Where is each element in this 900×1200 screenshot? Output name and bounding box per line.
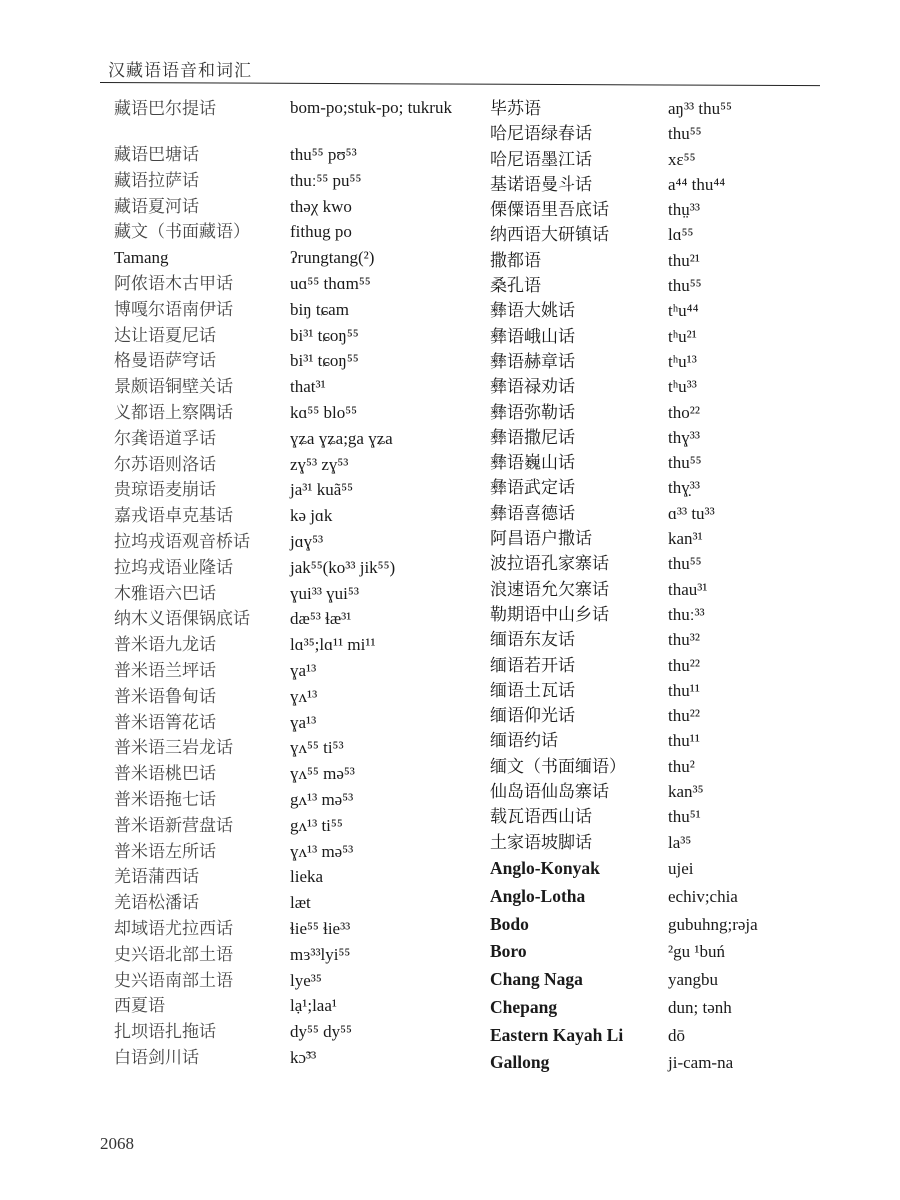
- list-item: [114, 96, 484, 142]
- list-item: [490, 551, 830, 576]
- language-name: 却域语尤拉西话: [114, 918, 233, 938]
- list-item: [114, 426, 484, 452]
- word-form: dō: [668, 1025, 685, 1045]
- word-form: thu³²: [668, 630, 700, 650]
- list-item: [114, 219, 484, 245]
- list-item: [114, 684, 484, 710]
- list-item: [490, 172, 830, 197]
- list-item: [114, 632, 484, 658]
- language-name: 阿昌语户撒话: [490, 529, 592, 549]
- language-name: 博嘎尔语南伊话: [114, 299, 233, 319]
- list-item: [114, 968, 484, 994]
- list-item: [114, 942, 484, 968]
- list-item: [114, 529, 484, 555]
- word-form: a⁴⁴ thu⁴⁴: [668, 174, 726, 194]
- word-form: uɑ⁵⁵ thɑm⁵⁵: [290, 273, 371, 293]
- language-name: 彝语巍山话: [490, 453, 575, 473]
- word-form: kɔ̃³³: [290, 1047, 317, 1067]
- word-form: dun; tənh: [668, 997, 732, 1017]
- list-item: [490, 197, 830, 222]
- word-form: aŋ³³ thu⁵⁵: [668, 99, 732, 118]
- language-name: 藏语拉萨话: [114, 170, 199, 190]
- list-item: [490, 627, 830, 652]
- word-form: ɣui³³ ɣui⁵³: [290, 583, 359, 603]
- language-name: 彝语大姚话: [490, 301, 575, 321]
- language-name: 彝语撒尼话: [490, 427, 575, 447]
- language-name: 拉坞戎语观音桥话: [114, 531, 250, 551]
- word-form: la³⁵: [668, 832, 692, 852]
- language-name: Boro: [490, 941, 527, 962]
- list-item: [490, 938, 830, 966]
- list-item: [114, 864, 484, 890]
- word-form: thɣ̣³³: [668, 478, 700, 498]
- word-form: thu⁵⁵: [668, 554, 702, 574]
- list-item: [490, 830, 830, 855]
- language-name: 景颇语铜壁关话: [114, 377, 233, 397]
- language-name: 藏语巴尔提话: [114, 99, 216, 118]
- word-form: yangbu: [668, 970, 719, 990]
- language-name: 羌语松潘话: [114, 893, 199, 913]
- language-name: 普米语三岩龙话: [114, 738, 233, 758]
- list-item: [114, 194, 484, 220]
- list-item: [114, 374, 484, 400]
- list-item: [114, 477, 484, 503]
- word-form: mɜ³³lyi⁵⁵: [290, 944, 351, 964]
- language-name: 普米语桃巴话: [114, 764, 216, 784]
- word-form: tho²²: [668, 402, 700, 422]
- language-name: Tamang: [114, 248, 169, 268]
- word-form: gʌ¹³ mə⁵³: [290, 789, 354, 809]
- word-form: ɣa¹³: [290, 660, 317, 680]
- language-name: 毕苏语: [490, 99, 541, 118]
- word-form: ɑ³³ tu³³: [668, 503, 715, 523]
- running-header: 汉藏语语音和词汇: [108, 61, 252, 81]
- language-name: 桑孔语: [490, 276, 541, 296]
- word-form: ɬie⁵⁵ ɬie³³: [290, 918, 351, 938]
- language-name: 波拉语孔家寨话: [490, 554, 609, 574]
- language-name: 彝语禄劝话: [490, 377, 575, 397]
- list-item: [490, 911, 830, 939]
- word-form: thu¹¹: [668, 731, 700, 751]
- word-form: lieka: [290, 867, 324, 887]
- language-name: 普米语九龙话: [114, 635, 216, 655]
- word-form: thu²¹: [668, 250, 700, 270]
- language-name: 缅语仰光话: [490, 706, 575, 726]
- list-item: [490, 754, 830, 779]
- word-form: thəχ kwo: [290, 196, 352, 216]
- word-form: ujei: [668, 858, 694, 878]
- language-name: Chang Naga: [490, 969, 583, 990]
- list-item: [114, 710, 484, 736]
- language-name: 阿侬语木古甲话: [114, 273, 233, 293]
- list-item: [490, 804, 830, 829]
- language-name: 彝语武定话: [490, 478, 575, 498]
- language-name: 哈尼语墨江话: [490, 149, 592, 169]
- language-name: Chepang: [490, 996, 558, 1017]
- right-column: [490, 96, 830, 1077]
- language-name: Bodo: [490, 913, 529, 934]
- language-name: 普米语鲁甸话: [114, 686, 216, 706]
- language-name: 西夏语: [114, 996, 165, 1016]
- language-name: 藏语巴塘话: [114, 145, 199, 164]
- word-form: ɣʑa ɣʑa;ga ɣʑa: [290, 428, 393, 448]
- language-name: 纳西语大研镇话: [490, 225, 609, 245]
- word-form: biŋ tɕam: [290, 299, 349, 319]
- list-item: [114, 1019, 484, 1045]
- language-name: 扎坝语扎拖话: [114, 1022, 216, 1042]
- language-name: Anglo-Lotha: [490, 885, 586, 906]
- word-form: lɑ³⁵;lɑ¹¹ mi¹¹: [290, 635, 376, 655]
- language-name: 土家语坡脚话: [490, 832, 592, 852]
- language-name: 嘉戎语卓克基话: [114, 506, 233, 526]
- list-item: [490, 222, 830, 247]
- word-form: thau³¹: [668, 579, 708, 599]
- language-name: 彝语峨山话: [490, 326, 575, 346]
- word-form: ɣʌ⁵⁵ mə⁵³: [290, 764, 355, 784]
- list-item: [490, 298, 830, 323]
- word-form: thɣ³³: [668, 427, 700, 447]
- word-form: lye³⁵: [290, 970, 322, 990]
- list-item: [490, 425, 830, 450]
- word-form: kan³¹: [668, 529, 703, 549]
- language-name: 尔苏语则洛话: [114, 454, 216, 474]
- word-form: kan³⁵: [668, 782, 704, 802]
- list-item: [114, 271, 484, 297]
- language-name: 普米语新营盘话: [114, 815, 233, 835]
- word-form: ɣʌ⁵⁵ ti⁵³: [290, 738, 344, 758]
- list-item: [114, 245, 484, 271]
- language-name: 普米语箐花话: [114, 712, 216, 732]
- language-name: 白语剑川话: [114, 1047, 199, 1067]
- word-form: kɑ⁵⁵ blo⁵⁵: [290, 402, 358, 422]
- list-item: [114, 890, 484, 916]
- language-name: 基诺语曼斗话: [490, 174, 592, 194]
- list-item: [114, 658, 484, 684]
- language-name: 彝语弥勒话: [490, 402, 575, 422]
- language-name: 史兴语北部土语: [114, 944, 233, 964]
- language-name: 载瓦语西山话: [490, 807, 592, 827]
- list-item: [490, 577, 830, 602]
- list-item: [114, 452, 484, 478]
- list-item: [490, 475, 830, 500]
- word-form: thuː³³: [668, 604, 705, 624]
- word-form: fithug po: [290, 222, 352, 242]
- list-item: [490, 400, 830, 425]
- list-item: [490, 883, 830, 911]
- list-item: [490, 966, 830, 994]
- word-form: kə jɑk: [290, 506, 333, 526]
- list-item: [114, 813, 484, 839]
- language-name: 义都语上察隅话: [114, 402, 233, 422]
- language-name: 拉坞戎语业隆话: [114, 557, 233, 577]
- list-item: [490, 248, 830, 273]
- word-form: echiv;chia: [668, 886, 738, 906]
- list-item: [114, 993, 484, 1019]
- word-form: ja³¹ kuã⁵⁵: [290, 480, 354, 500]
- list-item: [114, 606, 484, 632]
- language-name: 史兴语南部土语: [114, 970, 233, 990]
- language-name: Anglo-Konyak: [490, 857, 600, 878]
- word-form: ji-cam-na: [668, 1053, 734, 1073]
- list-item: [490, 324, 830, 349]
- word-form: tʰu⁴⁴: [668, 301, 699, 321]
- language-name: 达让语夏尼话: [114, 325, 216, 345]
- list-item: [114, 323, 484, 349]
- list-item: [114, 787, 484, 813]
- word-form: thu⁵⁵: [668, 453, 702, 473]
- list-item: [114, 839, 484, 865]
- list-item: [490, 501, 830, 526]
- word-form: ɣa¹³: [290, 712, 317, 732]
- word-form: ɣʌ¹³ mə⁵³: [290, 841, 354, 861]
- language-name: 彝语赫章话: [490, 351, 575, 371]
- language-name: 纳木义语倮锅底话: [114, 609, 250, 629]
- list-item: [114, 581, 484, 607]
- language-name: 木雅语六巴话: [114, 583, 216, 603]
- word-form: gubuhng;rəja: [668, 914, 758, 934]
- word-form: bom-po;stuk-po; tukruk: [290, 98, 452, 117]
- language-name: 羌语蒲西话: [114, 867, 199, 887]
- word-form: that³¹: [290, 377, 326, 397]
- language-name: 彝语喜德话: [490, 503, 575, 523]
- left-column: [114, 96, 484, 1071]
- list-item: [490, 374, 830, 399]
- list-item: [114, 297, 484, 323]
- language-name: 缅语土瓦话: [490, 680, 575, 700]
- word-form: jɑɣ⁵³: [290, 531, 324, 551]
- language-name: 勒期语中山乡话: [490, 604, 609, 624]
- list-item: [490, 526, 830, 551]
- language-name: 普米语兰坪话: [114, 660, 216, 680]
- list-item: [490, 994, 830, 1022]
- word-form: thu²²: [668, 655, 700, 675]
- word-form: tʰu¹³: [668, 351, 697, 371]
- list-item: [114, 168, 484, 194]
- language-name: Gallong: [490, 1052, 550, 1073]
- language-name: 哈尼语绿春话: [490, 124, 592, 144]
- word-form: thu²²: [668, 706, 700, 726]
- list-item: [114, 400, 484, 426]
- word-form: tʰu³³: [668, 377, 697, 397]
- word-form: dæ⁵³ ɬæ³¹: [290, 609, 352, 629]
- word-form: zɣ⁵³ zɣ⁵³: [290, 454, 349, 474]
- word-form: thu⁵⁵ pʊ⁵³: [290, 145, 357, 164]
- word-form: ²gu ¹buń: [668, 942, 725, 962]
- list-item: [490, 349, 830, 374]
- language-name: 缅语若开话: [490, 655, 575, 675]
- word-form: bi³¹ tɕoŋ⁵⁵: [290, 325, 359, 345]
- word-form: thu⁵⁵: [668, 124, 702, 144]
- list-item: [490, 728, 830, 753]
- word-form: lạ¹;laa¹: [290, 996, 337, 1016]
- list-item: [490, 602, 830, 627]
- list-item: [490, 147, 830, 172]
- list-item: [114, 142, 484, 168]
- language-name: 藏文（书面藏语）: [114, 222, 250, 242]
- word-form: thu²: [668, 756, 695, 776]
- word-form: thu⁵⁵: [668, 276, 702, 296]
- word-form: tʰu²¹: [668, 326, 697, 346]
- list-item: [114, 1045, 484, 1071]
- language-name: 格曼语萨穹话: [114, 351, 216, 371]
- language-name: 缅语东友话: [490, 630, 575, 650]
- list-item: [490, 779, 830, 804]
- word-form: dy⁵⁵ dy⁵⁵: [290, 1022, 352, 1042]
- word-form: jak⁵⁵(ko³³ jik⁵⁵): [290, 557, 396, 577]
- list-item: [114, 916, 484, 942]
- language-name: Eastern Kayah Li: [490, 1024, 624, 1045]
- header-rule: [100, 82, 820, 86]
- list-item: [490, 1022, 830, 1050]
- page-number: 2068: [100, 1134, 134, 1153]
- word-form: thṳ³³: [668, 200, 700, 220]
- list-item: [114, 735, 484, 761]
- language-name: 缅文（书面缅语）: [490, 756, 626, 776]
- language-name: 普米语左所话: [114, 841, 216, 861]
- word-form: bi³¹ tɕoŋ⁵⁵: [290, 351, 359, 371]
- list-item: [490, 855, 830, 883]
- list-item: [490, 121, 830, 146]
- language-name: 贵琼语麦崩话: [114, 480, 216, 500]
- language-name: 普米语拖七话: [114, 789, 216, 809]
- word-form: xɛ⁵⁵: [668, 149, 696, 169]
- list-item: [490, 450, 830, 475]
- language-name: 缅语约话: [490, 731, 558, 751]
- language-name: 藏语夏河话: [114, 196, 199, 216]
- list-item: [490, 96, 830, 121]
- language-name: 傈僳语里吾底话: [490, 200, 609, 220]
- list-item: [114, 503, 484, 529]
- list-item: [490, 273, 830, 298]
- list-item: [490, 653, 830, 678]
- word-form: gʌ¹³ ti⁵⁵: [290, 815, 343, 835]
- list-item: [114, 555, 484, 581]
- list-item: [490, 1049, 830, 1077]
- list-item: [490, 703, 830, 728]
- word-form: læt: [290, 893, 311, 913]
- language-name: 撒都语: [490, 250, 541, 270]
- list-item: [114, 348, 484, 374]
- word-form: thuː⁵⁵ pu⁵⁵: [290, 170, 362, 190]
- word-form: ɣʌ¹³: [290, 686, 318, 706]
- word-form: thu⁵¹: [668, 807, 701, 827]
- language-name: 浪速语允欠寨话: [490, 579, 609, 599]
- list-item: [490, 678, 830, 703]
- word-form: lɑ⁵⁵: [668, 225, 694, 245]
- word-form: ʔrungtang(²): [290, 248, 375, 268]
- language-name: 仙岛语仙岛寨话: [490, 782, 609, 802]
- list-item: [114, 761, 484, 787]
- language-name: 尔龚语道孚话: [114, 428, 216, 448]
- word-form: thu¹¹: [668, 680, 700, 700]
